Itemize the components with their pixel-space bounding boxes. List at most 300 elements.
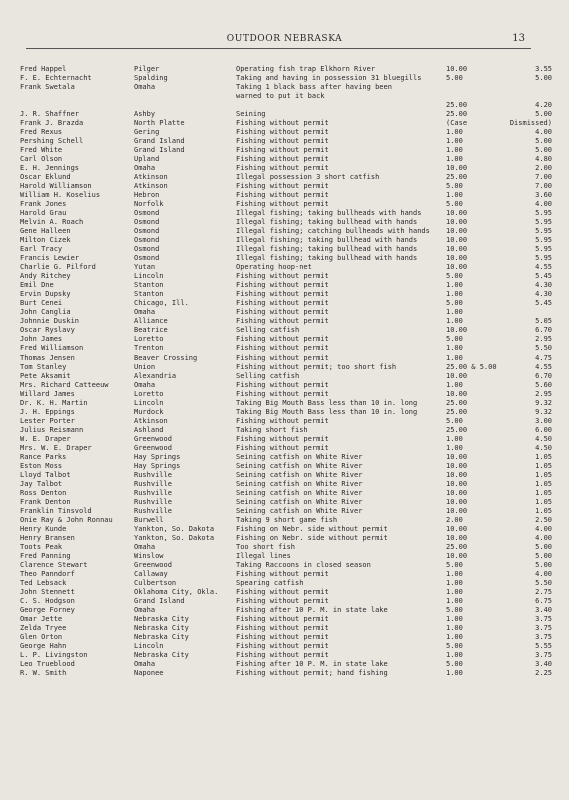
costs-amount: 2.00 <box>535 164 552 173</box>
offense-description: Fishing without permit <box>236 416 329 425</box>
violator-town: Grand Island <box>134 146 185 155</box>
violator-town: Omaha <box>134 83 156 92</box>
violator-town: Osmond <box>134 254 160 263</box>
violator-name: Fred Rexus <box>20 128 63 137</box>
offense-description: Fishing without permit <box>236 317 329 326</box>
offense-description: Seining catfish on White River <box>236 452 363 461</box>
violator-town: Greenwood <box>134 443 172 452</box>
costs-amount: 4.80 <box>535 155 552 164</box>
list-item <box>0 489 569 498</box>
fine-amount: 1.00 <box>446 281 463 290</box>
costs-amount: 2.95 <box>535 389 552 398</box>
list-item <box>0 299 569 308</box>
list-item <box>0 444 569 453</box>
fine-amount: 10.00 <box>446 65 468 73</box>
list-item <box>0 543 569 552</box>
list-item <box>0 164 569 173</box>
costs-amount: 5.95 <box>535 254 552 263</box>
offense-description: Fishing without permit <box>236 182 329 191</box>
offense-description: Fishing without permit <box>236 200 329 209</box>
offense-description: Taking 1 black bass after having been <box>236 83 392 92</box>
offense-description: Fishing without permit <box>236 119 329 128</box>
header-rule <box>26 48 531 49</box>
page-number: 13 <box>512 33 525 44</box>
violator-town: Chicago, Ill. <box>134 299 189 308</box>
offense-description: Seining catfish on White River <box>236 506 363 515</box>
costs-amount: 5.00 <box>535 137 552 146</box>
costs-amount: 5.50 <box>535 344 552 353</box>
violator-town: Culbertson <box>134 578 177 587</box>
list-item <box>0 507 569 516</box>
violator-town: Callaway <box>134 569 168 578</box>
violator-town: Atkinson <box>134 416 168 425</box>
list-item <box>0 173 569 182</box>
violator-town: Osmond <box>134 218 160 227</box>
fine-amount: 10.00 <box>446 326 468 335</box>
violator-town: Yankton, So. Dakota <box>134 524 215 533</box>
list-item <box>0 408 569 417</box>
violator-name: Tom Stanley <box>20 362 67 371</box>
violator-town: Yutan <box>134 263 156 272</box>
fine-amount: 1.00 <box>446 587 463 596</box>
list-item <box>0 101 569 110</box>
violator-name: Burt Cenei <box>20 299 63 308</box>
violator-name: Melvin A. Roach <box>20 218 84 227</box>
violator-name: Ross Denton <box>20 488 67 497</box>
offense-description: Fishing without permit <box>236 596 329 605</box>
violator-name: Frank J. Brazda <box>20 119 84 128</box>
offense-description: Fishing without permit <box>236 434 329 443</box>
violator-name: Julius Reismann <box>20 425 84 434</box>
violator-town: Omaha <box>134 605 156 614</box>
fine-amount: 5.00 <box>446 560 463 569</box>
costs-amount: 4.20 <box>535 101 552 110</box>
costs-amount: 5.05 <box>535 317 552 326</box>
list-item <box>0 426 569 435</box>
fine-amount: 25.00 <box>446 407 468 416</box>
fine-amount: 25.00 & 5.00 <box>446 362 497 371</box>
list-item <box>0 209 569 218</box>
violator-name: Lester Porter <box>20 416 75 425</box>
offense-description: Selling catfish <box>236 371 300 380</box>
fine-amount: 2.00 <box>446 515 463 524</box>
offense-description: Too short fish <box>236 542 296 551</box>
list-item <box>0 128 569 137</box>
list-item <box>0 471 569 480</box>
offense-description: Fishing without permit <box>236 353 329 362</box>
violator-town: Union <box>134 362 156 371</box>
list-item <box>0 236 569 245</box>
costs-amount: 1.05 <box>535 461 552 470</box>
violator-town: Grand Island <box>134 137 185 146</box>
fine-amount: 5.00 <box>446 335 463 344</box>
costs-amount: 1.05 <box>535 506 552 515</box>
violator-town: Loretto <box>134 389 164 398</box>
list-item <box>0 137 569 146</box>
fine-amount: 25.00 <box>446 542 468 551</box>
costs-amount: 4.55 <box>535 263 552 272</box>
costs-amount: 1.05 <box>535 488 552 497</box>
fine-amount: 1.00 <box>446 651 463 660</box>
costs-amount: 7.00 <box>535 182 552 191</box>
list-item <box>0 354 569 363</box>
offense-description: Illegal fishing; catching bullheads with hands <box>236 227 430 236</box>
list-item <box>0 633 569 642</box>
violator-name: Charlie G. Pilford <box>20 263 96 272</box>
offense-description: Fishing after 10 P. M. in state lake <box>236 605 388 614</box>
fine-amount: 10.00 <box>446 263 468 272</box>
list-item <box>0 624 569 633</box>
costs-amount: 5.95 <box>535 209 552 218</box>
offense-description: Fishing without permit <box>236 164 329 173</box>
offense-description: Fishing without permit; too short fish <box>236 362 397 371</box>
offense-description: Seining catfish on White River <box>236 497 363 506</box>
violator-town: Nebraska City <box>134 614 189 623</box>
violator-name: Harold Williamson <box>20 182 92 191</box>
violator-town: Lincoln <box>134 398 164 407</box>
costs-amount: 5.00 <box>535 560 552 569</box>
offense-description: Illegal lines <box>236 551 291 560</box>
offense-description: Fishing without permit <box>236 155 329 164</box>
violator-town: Rushville <box>134 497 172 506</box>
violator-name: Fred Panning <box>20 551 71 560</box>
fine-amount: 25.00 <box>446 425 468 434</box>
costs-amount: 9.32 <box>535 398 552 407</box>
violator-name: Clarence Stewart <box>20 560 88 569</box>
violator-town: Hay Springs <box>134 452 181 461</box>
costs-amount: 5.45 <box>535 272 552 281</box>
violator-town: Omaha <box>134 308 156 317</box>
fine-amount: 1.00 <box>446 155 463 164</box>
costs-amount: 4.00 <box>535 569 552 578</box>
offense-description: Fishing without permit <box>236 614 329 623</box>
list-item <box>0 326 569 335</box>
violator-name: Francis Lewier <box>20 254 80 263</box>
violator-name: Thomas Jensen <box>20 353 75 362</box>
list-item <box>0 245 569 254</box>
offense-description: Selling catfish <box>236 326 300 335</box>
costs-amount: 6.00 <box>535 425 552 434</box>
list-item <box>0 381 569 390</box>
list-item <box>0 480 569 489</box>
violator-town: Stanton <box>134 290 164 299</box>
fine-amount: 1.00 <box>446 290 463 299</box>
violator-name: J. R. Shaffner <box>20 110 80 119</box>
list-item <box>0 155 569 164</box>
violator-name: George Forney <box>20 605 75 614</box>
list-item <box>0 308 569 317</box>
violator-town: Naponee <box>134 669 164 678</box>
violator-name: Pershing Schell <box>20 137 84 146</box>
costs-amount: 1.05 <box>535 452 552 461</box>
violator-name: Emil Dne <box>20 281 54 290</box>
offense-description: Illegal fishing; taking bullhead with hands <box>236 254 418 263</box>
violator-town: Atkinson <box>134 173 168 182</box>
offense-description: Fishing without permit <box>236 281 329 290</box>
costs-amount: 4.75 <box>535 353 552 362</box>
list-item <box>0 642 569 651</box>
costs-amount: 2.95 <box>535 335 552 344</box>
fine-amount: 5.00 <box>446 272 463 281</box>
offense-description: Fishing on Nebr. side without permit <box>236 533 388 542</box>
fine-amount: 5.00 <box>446 299 463 308</box>
costs-amount: 5.95 <box>535 236 552 245</box>
fine-amount: 5.00 <box>446 660 463 669</box>
violator-name: Harold Grau <box>20 209 67 218</box>
costs-amount: 6.70 <box>535 326 552 335</box>
list-item <box>0 146 569 155</box>
list-item <box>0 606 569 615</box>
offense-description: Illegal fishing; taking bullhead with hands <box>236 245 418 254</box>
offense-description: Fishing without permit <box>236 443 329 452</box>
violator-town: Oklahoma City, Okla. <box>134 587 219 596</box>
violator-name: Glen Orton <box>20 632 63 641</box>
fine-amount: 1.00 <box>446 578 463 587</box>
violator-name: Rance Parks <box>20 452 67 461</box>
fine-amount: 1.00 <box>446 596 463 605</box>
fine-amount: 5.00 <box>446 642 463 650</box>
list-item <box>0 588 569 597</box>
violator-town: Hay Springs <box>134 461 181 470</box>
violator-name: Carl Olson <box>20 155 63 164</box>
offense-description: Seining catfish on White River <box>236 461 363 470</box>
offense-description: Fishing without permit <box>236 272 329 281</box>
offense-description: Fishing without permit <box>236 308 329 317</box>
violator-town: Winslow <box>134 551 164 560</box>
offense-description: Fishing without permit <box>236 137 329 146</box>
violator-name: Pete Aksamit <box>20 371 71 380</box>
list-item <box>0 182 569 191</box>
list-item <box>0 74 569 83</box>
violator-town: Trenton <box>134 344 164 353</box>
fine-amount: 1.00 <box>446 317 463 326</box>
offense-description: Taking Raccoons in closed season <box>236 560 371 569</box>
violator-name: Leo Trueblood <box>20 660 75 669</box>
list-item <box>0 651 569 660</box>
violator-town: Alexandria <box>134 371 177 380</box>
costs-amount: 3.75 <box>535 632 552 641</box>
fine-amount: 10.00 <box>446 470 468 479</box>
fine-amount: 1.00 <box>446 632 463 641</box>
offense-description: Fishing without permit <box>236 128 329 137</box>
offense-description: Fishing without permit; hand fishing <box>236 669 388 678</box>
list-item <box>0 435 569 444</box>
fine-amount: 10.00 <box>446 461 468 470</box>
fine-amount: 10.00 <box>446 551 468 560</box>
violator-town: Norfolk <box>134 200 164 209</box>
offense-description: Taking Big Mouth Bass less than 10 in. long <box>236 398 418 407</box>
violator-name: Milton Cizek <box>20 236 71 245</box>
violator-name: Fred Williamson <box>20 344 84 353</box>
offense-description: Fishing without permit <box>236 191 329 200</box>
list-item <box>0 453 569 462</box>
costs-amount: 4.00 <box>535 524 552 533</box>
fine-amount: 1.00 <box>446 669 463 678</box>
violator-town: Nebraska City <box>134 623 189 632</box>
costs-amount: 3.40 <box>535 605 552 614</box>
violator-town: Ashby <box>134 110 156 119</box>
list-item <box>0 399 569 408</box>
violator-name: Omar Jette <box>20 614 63 623</box>
violator-town: Upland <box>134 155 160 164</box>
violations-list <box>0 65 569 678</box>
violator-town: Yankton, So. Dakota <box>134 533 215 542</box>
costs-amount: 5.95 <box>535 245 552 254</box>
offense-description: Fishing without permit <box>236 389 329 398</box>
fine-amount: 1.00 <box>446 443 463 452</box>
violator-town: Greenwood <box>134 560 172 569</box>
violator-name: Mrs. Richard Catteeuw <box>20 380 109 389</box>
violator-town: Beaver Crossing <box>134 353 198 362</box>
costs-amount: 3.75 <box>535 614 552 623</box>
violator-town: Rushville <box>134 479 172 488</box>
costs-amount: 1.05 <box>535 470 552 479</box>
costs-amount: 6.70 <box>535 371 552 380</box>
violator-town: Murdock <box>134 407 164 416</box>
violator-name: Frank Denton <box>20 497 71 506</box>
costs-amount: 1.05 <box>535 497 552 506</box>
costs-amount: 5.00 <box>535 74 552 83</box>
fine-amount: 10.00 <box>446 254 468 263</box>
violator-town: Osmond <box>134 209 160 218</box>
violator-town: Omaha <box>134 380 156 389</box>
costs-amount: 5.00 <box>535 110 552 119</box>
offense-description: Taking short fish <box>236 425 308 434</box>
list-item <box>0 65 569 74</box>
offense-description: Illegal fishing; taking bullhead with hands <box>236 218 418 227</box>
fine-amount: 1.00 <box>446 308 463 317</box>
offense-description: Fishing without permit <box>236 642 329 650</box>
offense-description: Fishing without permit <box>236 623 329 632</box>
list-item <box>0 191 569 200</box>
fine-amount: 10.00 <box>446 506 468 515</box>
list-item <box>0 344 569 353</box>
offense-description: Spearing catfish <box>236 578 304 587</box>
costs-amount: 5.95 <box>535 218 552 227</box>
list-item <box>0 570 569 579</box>
list-item <box>0 552 569 561</box>
list-item <box>0 83 569 92</box>
violator-town: Omaha <box>134 542 156 551</box>
list-item <box>0 254 569 263</box>
offense-description: Seining <box>236 110 266 119</box>
violator-town: Osmond <box>134 236 160 245</box>
costs-amount: 9.32 <box>535 407 552 416</box>
costs-amount: 2.75 <box>535 587 552 596</box>
violator-name: C. S. Hodgson <box>20 596 75 605</box>
list-item <box>0 390 569 399</box>
violator-name: John James <box>20 335 63 344</box>
fine-amount: 10.00 <box>446 164 468 173</box>
violator-name: Oscar Ryslavy <box>20 326 75 335</box>
violator-town: Nebraska City <box>134 651 189 660</box>
violator-name: Zelda Tryee <box>20 623 67 632</box>
fine-amount: 5.00 <box>446 200 463 209</box>
fine-amount: 1.00 <box>446 191 463 200</box>
offense-description: Illegal fishing; taking bullheads with hands <box>236 209 422 218</box>
violator-name: Henry Bransen <box>20 533 75 542</box>
violator-name: E. H. Jennings <box>20 164 80 173</box>
costs-amount: 5.00 <box>535 146 552 155</box>
fine-amount: 1.00 <box>446 623 463 632</box>
fine-amount: 1.00 <box>446 137 463 146</box>
offense-description: Fishing without permit <box>236 344 329 353</box>
violator-name: John Canglia <box>20 308 71 317</box>
costs-amount: 4.30 <box>535 281 552 290</box>
violator-name: Ervin Dupsky <box>20 290 71 299</box>
fine-amount: 25.00 <box>446 101 468 110</box>
violator-town: Spalding <box>134 74 168 83</box>
fine-amount: 1.00 <box>446 434 463 443</box>
offense-description: Fishing after 10 P. M. in state lake <box>236 660 388 669</box>
list-item <box>0 110 569 119</box>
offense-description: Illegal possession 3 short catfish <box>236 173 380 182</box>
violator-name: John Stennett <box>20 587 75 596</box>
fine-amount: 5.00 <box>446 74 463 83</box>
costs-amount: 1.05 <box>535 479 552 488</box>
fine-amount: 1.00 <box>446 146 463 155</box>
violator-name: Fred White <box>20 146 63 155</box>
costs-amount: 2.25 <box>535 669 552 678</box>
list-item <box>0 498 569 507</box>
costs-amount: 4.55 <box>535 362 552 371</box>
list-item <box>0 363 569 372</box>
violator-name: L. P. Livingston <box>20 651 88 660</box>
violator-name: Ted Lebsack <box>20 578 67 587</box>
fine-amount: 1.00 <box>446 353 463 362</box>
offense-description: Seining catfish on White River <box>236 488 363 497</box>
costs-amount: 3.55 <box>535 65 552 73</box>
violator-name: Onie Ray & John Ronnau <box>20 515 113 524</box>
offense-description: Fishing without permit <box>236 299 329 308</box>
costs-amount: 4.50 <box>535 434 552 443</box>
violator-town: Lincoln <box>134 272 164 281</box>
list-item <box>0 525 569 534</box>
costs-amount: 4.00 <box>535 533 552 542</box>
offense-description: Fishing without permit <box>236 569 329 578</box>
violator-town: Gering <box>134 128 160 137</box>
fine-amount: 1.00 <box>446 344 463 353</box>
fine-amount: 1.00 <box>446 569 463 578</box>
costs-amount: 4.30 <box>535 290 552 299</box>
violator-town: Rushville <box>134 470 172 479</box>
list-item <box>0 615 569 624</box>
fine-amount: 10.00 <box>446 488 468 497</box>
violator-name: W. E. Draper <box>20 434 71 443</box>
violator-town: Burwell <box>134 515 164 524</box>
violator-town: Greenwood <box>134 434 172 443</box>
costs-amount: 5.50 <box>535 578 552 587</box>
violator-town: Omaha <box>134 164 156 173</box>
costs-amount: 5.55 <box>535 642 552 650</box>
violator-name: F. E. Echternacht <box>20 74 92 83</box>
violator-name: Theo Panndorf <box>20 569 75 578</box>
list-item <box>0 417 569 426</box>
costs-amount: 5.45 <box>535 299 552 308</box>
list-item <box>0 561 569 570</box>
list-item <box>0 579 569 588</box>
offense-description: Fishing without permit <box>236 587 329 596</box>
offense-description: Seining catfish on White River <box>236 479 363 488</box>
violator-name: Gene Halleen <box>20 227 71 236</box>
offense-description: Fishing without permit <box>236 632 329 641</box>
offense-description: Fishing without permit <box>236 651 329 660</box>
costs-amount: 3.60 <box>535 191 552 200</box>
offense-description: Taking Big Mouth Bass less than 10 in. long <box>236 407 418 416</box>
offense-description: Fishing without permit <box>236 146 329 155</box>
violator-town: Atkinson <box>134 182 168 191</box>
fine-amount: 1.00 <box>446 380 463 389</box>
